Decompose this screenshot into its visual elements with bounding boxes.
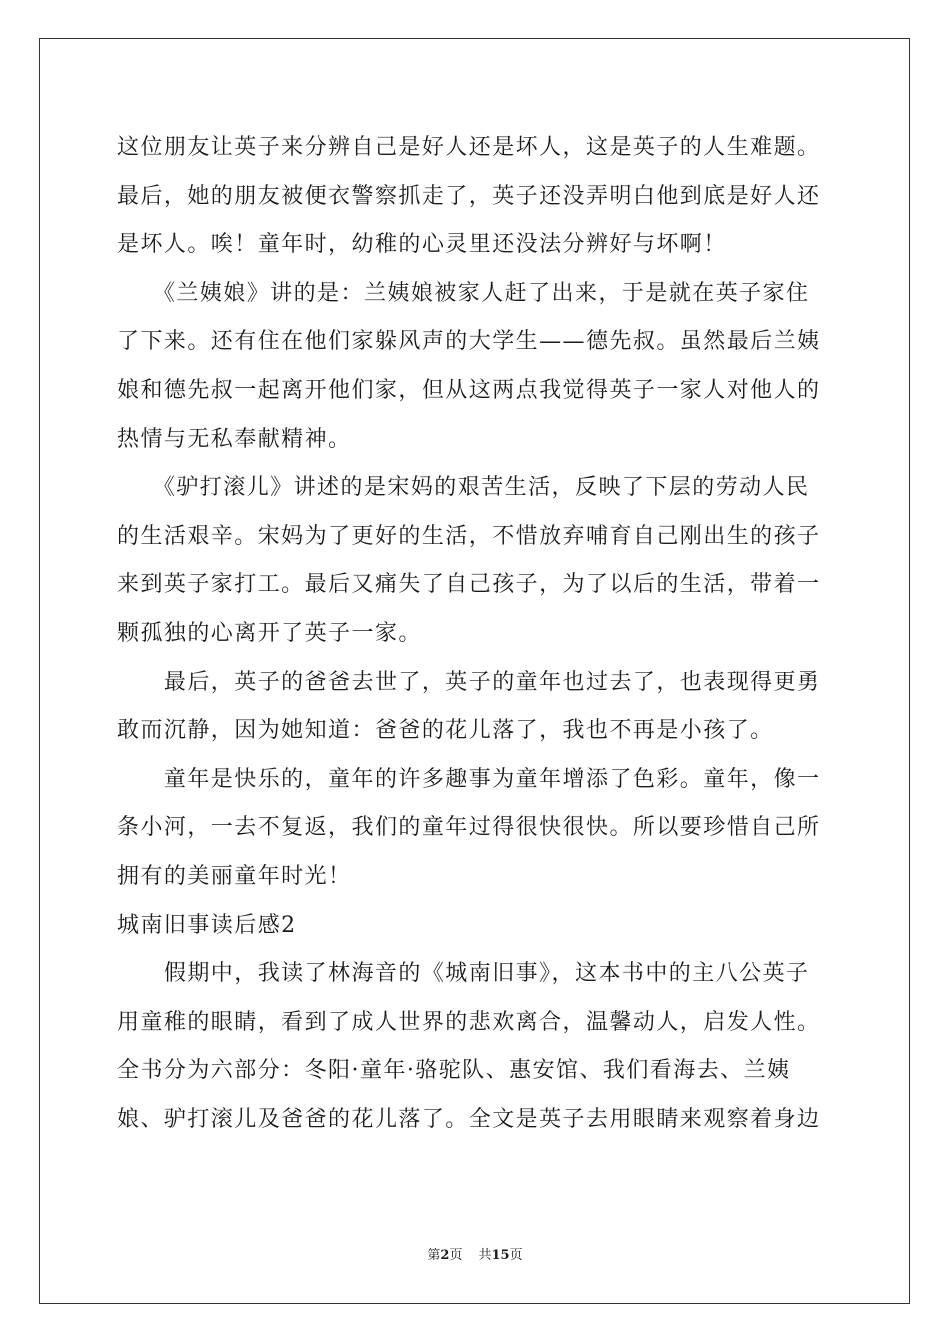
page-footer [0, 1244, 950, 1263]
text-line: 用童稚的眼睛，看到了成人世界的悲欢离合，温馨动人，启发人性。 [117, 1009, 821, 1035]
text-line: 娘和德先叔一起离开他们家，但从这两点我觉得英子一家人对他人的 [117, 377, 821, 403]
text-line: 了下来。还有住在他们家躲风声的大学生——德先叔。虽然最后兰姨 [117, 329, 821, 355]
text-line: 《兰姨娘》讲的是：兰姨娘被家人赶了出来，于是就在英子家住 [117, 280, 810, 306]
total-suffix: 页 [509, 1248, 523, 1263]
text-line: 拥有的美丽童年时光！ [117, 863, 352, 889]
text-line: 假期中，我读了林海音的《城南旧事》，这本书中的主八公英子 [117, 961, 810, 987]
text-line: 娘、驴打滚儿及爸爸的花儿落了。全文是英子去用眼睛来观察着身边 [117, 1106, 821, 1132]
text-line: 颗孤独的心离开了英子一家。 [117, 620, 422, 646]
text-line: 来到英子家打工。最后又痛失了自己孩子，为了以后的生活，带着一 [117, 572, 821, 598]
text-line: 最后，英子的爸爸去世了，英子的童年也过去了，也表现得更勇 [117, 669, 821, 695]
text-line: 热情与无私奉献精神。 [117, 426, 352, 452]
text-line: 童年是快乐的，童年的许多趣事为童年增添了色彩。童年，像一 [117, 766, 821, 792]
text-line: 敢而沉静，因为她知道：爸爸的花儿落了，我也不再是小孩了。 [117, 718, 774, 744]
text-line: 条小河，一去不复返，我们的童年过得很快很快。所以要珍惜自己所 [117, 815, 821, 841]
section-heading: 城南旧事读后感2 [117, 912, 297, 938]
page-prefix: 第 [427, 1248, 441, 1263]
text-line: 这位朋友让英子来分辨自己是好人还是坏人，这是英子的人生难题。 [117, 135, 821, 160]
page-suffix: 页 [449, 1248, 463, 1263]
page-number: 2 [440, 1248, 450, 1263]
total-prefix: 共 [478, 1248, 492, 1263]
text-line: 是坏人。唉！童年时，幼稚的心灵里还没法分辨好与坏啊！ [117, 232, 727, 258]
text-line: 的生活艰辛。宋妈为了更好的生活，不惜放弃哺育自己刚出生的孩子 [117, 523, 821, 549]
text-line: 全书分为六部分：冬阳·童年·骆驼队、惠安馆、我们看海去、兰姨 [117, 1058, 791, 1084]
document-body [117, 128, 833, 1148]
total-pages: 15 [491, 1248, 510, 1263]
text-line: 最后，她的朋友被便衣警察抓走了，英子还没弄明白他到底是好人还 [117, 183, 821, 209]
text-line: 《驴打滚儿》讲述的是宋妈的艰苦生活，反映了下层的劳动人民 [117, 475, 810, 501]
